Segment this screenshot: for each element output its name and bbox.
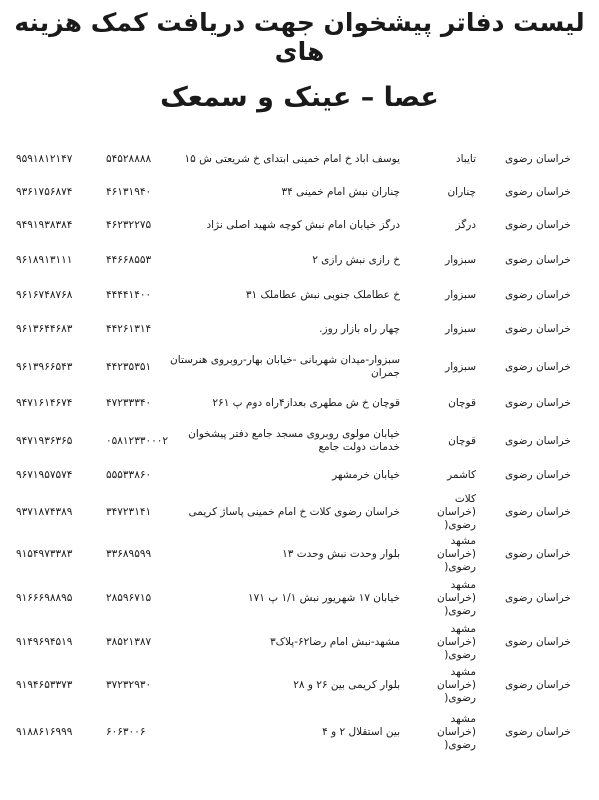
city-cell: چناران: [447, 185, 476, 198]
city-cell: مشهد (خراسان رضوی(: [436, 534, 476, 573]
mobile-cell: ۹۴۷۱۹۳۶۳۶۵: [16, 434, 73, 447]
province-cell: خراسان رضوی: [505, 396, 571, 409]
table-row: [0, 314, 599, 344]
address-cell: چناران نبش امام خمینی ۳۴: [281, 185, 400, 198]
table-row: [0, 620, 599, 664]
city-cell: سبزوار: [445, 253, 476, 266]
phone-cell: ۲۸۵۹۶۷۱۵: [106, 591, 152, 604]
address-cell: بین استقلال ۲ و ۴: [322, 725, 400, 738]
table-row: [0, 423, 599, 459]
address-cell: خراسان رضوی کلات خ امام خمینی پاساژ کریمی: [188, 505, 400, 518]
city-cell: سبزوار: [445, 288, 476, 301]
city-cell: کاشمر: [447, 468, 476, 481]
table-row: [0, 576, 599, 620]
phone-cell: ۴۴۲۳۵۳۵۱: [106, 360, 152, 373]
province-cell: خراسان رضوی: [505, 547, 571, 560]
phone-cell: ۴۷۲۳۳۳۴۰: [106, 396, 152, 409]
phone-cell: ۴۴۲۶۱۳۱۴: [106, 322, 152, 335]
province-cell: خراسان رضوی: [505, 152, 571, 165]
table-row: [0, 210, 599, 240]
mobile-cell: ۹۶۷۱۹۵۷۵۷۴: [16, 468, 73, 481]
mobile-cell: ۹۱۵۴۹۷۳۳۸۳: [16, 547, 73, 560]
address-cell: بلوار وحدت نبش وحدت ۱۳: [282, 547, 400, 560]
address-cell: خیابان ۱۷ شهریور نبش ۱/۱ پ ۱۷۱: [248, 591, 400, 604]
phone-cell: ۴۴۶۶۸۵۵۳: [106, 253, 152, 266]
province-cell: خراسان رضوی: [505, 322, 571, 335]
phone-cell: ۴۶۱۳۱۹۴۰: [106, 185, 152, 198]
table-row: [0, 350, 599, 384]
phone-cell: ۰۵۸۱۲۳۳۰۰۰۲: [106, 434, 169, 447]
address-cell: یوسف اباد خ امام خمینی ابتدای خ شریعتی ش ۱۵: [184, 152, 400, 165]
mobile-cell: ۹۱۹۴۶۵۳۳۷۳: [16, 678, 73, 691]
address-cell: درگز خیابان امام نبش کوچه شهید اصلی نژاد: [206, 218, 400, 231]
mobile-cell: ۹۱۴۹۶۹۴۵۱۹: [16, 635, 73, 648]
mobile-cell: ۹۳۷۱۸۷۴۳۸۹: [16, 505, 73, 518]
table-row: [0, 460, 599, 490]
city-cell: مشهد (خراسان رضوی(: [436, 622, 476, 661]
mobile-cell: ۹۱۸۸۶۱۶۹۹۹: [16, 725, 73, 738]
city-cell: درگز: [455, 218, 476, 231]
province-cell: خراسان رضوی: [505, 678, 571, 691]
province-cell: خراسان رضوی: [505, 468, 571, 481]
address-cell: بلوار کریمی بین ۲۶ و ۲۸: [293, 678, 400, 691]
address-cell: خیابان مولوی روبروی مسجد جامع دفتر پیشخوان خدمات دولت جامع: [188, 428, 400, 453]
address-cell: خ عطاملک جنوبی نبش عطاملک ۳۱: [245, 288, 400, 301]
phone-cell: ۴۶۲۳۲۲۷۵: [106, 218, 152, 231]
city-cell: سبزوار: [445, 322, 476, 335]
page-title: لیست دفاتر پیشخوان جهت دریافت کمک هزینه های: [14, 8, 585, 66]
province-cell: خراسان رضوی: [505, 185, 571, 198]
table-row: [0, 280, 599, 310]
address-cell: قوچان خ ش مطهری بعداز۴راه دوم پ ۲۶۱: [212, 396, 400, 409]
province-cell: خراسان رضوی: [505, 253, 571, 266]
province-cell: خراسان رضوی: [505, 218, 571, 231]
mobile-cell: ۹۳۶۱۷۵۶۸۷۴: [16, 185, 73, 198]
province-cell: خراسان رضوی: [505, 505, 571, 518]
mobile-cell: ۹۴۷۱۶۱۴۶۷۴: [16, 396, 73, 409]
address-cell: چهار راه بازار روز.: [319, 322, 400, 335]
phone-cell: ۴۴۴۴۱۴۰۰: [106, 288, 152, 301]
mobile-cell: ۹۶۱۶۷۴۸۷۶۸: [16, 288, 73, 301]
mobile-cell: ۹۶۱۳۹۶۶۵۴۳: [16, 360, 73, 373]
address-cell: خ رازی نبش رازی ۲: [312, 253, 400, 266]
city-cell: کلات (خراسان رضوی(: [436, 492, 476, 531]
table-row: [0, 707, 599, 757]
mobile-cell: ۹۵۹۱۸۱۲۱۴۷: [16, 152, 73, 165]
mobile-cell: ۹۶۱۸۹۱۳۱۱۱: [16, 253, 73, 266]
address-cell: خیابان خرمشهر: [332, 468, 400, 481]
mobile-cell: ۹۶۱۳۶۴۴۶۸۳: [16, 322, 73, 335]
table-row: [0, 142, 599, 176]
mobile-cell: ۹۱۶۶۶۹۸۸۹۵: [16, 591, 73, 604]
address-cell: مشهد-نبش امام رضا۶۲-پلاک۳: [269, 635, 400, 648]
phone-cell: ۶۰۶۳۰۰۶: [106, 725, 146, 738]
province-cell: خراسان رضوی: [505, 725, 571, 738]
page-subtitle: عصا – عینک و سمعک: [160, 82, 439, 113]
table-row: [0, 532, 599, 576]
table-row: [0, 177, 599, 207]
city-cell: مشهد (خراسان رضوی(: [436, 578, 476, 617]
phone-cell: ۳۷۲۳۲۹۳۰: [106, 678, 152, 691]
mobile-cell: ۹۴۹۱۹۳۸۳۸۴: [16, 218, 73, 231]
phone-cell: ۵۴۵۲۸۸۸۸: [106, 152, 152, 165]
city-cell: قوچان: [448, 396, 476, 409]
city-cell: تایباد: [455, 152, 476, 165]
table-row: [0, 663, 599, 707]
city-cell: مشهد (خراسان رضوی(: [436, 712, 476, 751]
province-cell: خراسان رضوی: [505, 635, 571, 648]
phone-cell: ۵۵۵۳۳۸۶۰: [106, 468, 152, 481]
city-cell: سبزوار: [445, 360, 476, 373]
province-cell: خراسان رضوی: [505, 288, 571, 301]
phone-cell: ۳۴۷۲۳۱۴۱: [106, 505, 152, 518]
table-row: [0, 388, 599, 418]
phone-cell: ۳۸۵۲۱۳۸۷: [106, 635, 152, 648]
table-row: [0, 493, 599, 531]
phone-cell: ۳۳۶۸۹۵۹۹: [106, 547, 152, 560]
province-cell: خراسان رضوی: [505, 434, 571, 447]
province-cell: خراسان رضوی: [505, 360, 571, 373]
table-row: [0, 245, 599, 275]
city-cell: قوچان: [448, 434, 476, 447]
address-cell: سبزوار-میدان شهربانی -خیابان بهار-روبروی هنرستان جمران: [170, 354, 400, 379]
city-cell: مشهد (خراسان رضوی(: [436, 665, 476, 704]
province-cell: خراسان رضوی: [505, 591, 571, 604]
